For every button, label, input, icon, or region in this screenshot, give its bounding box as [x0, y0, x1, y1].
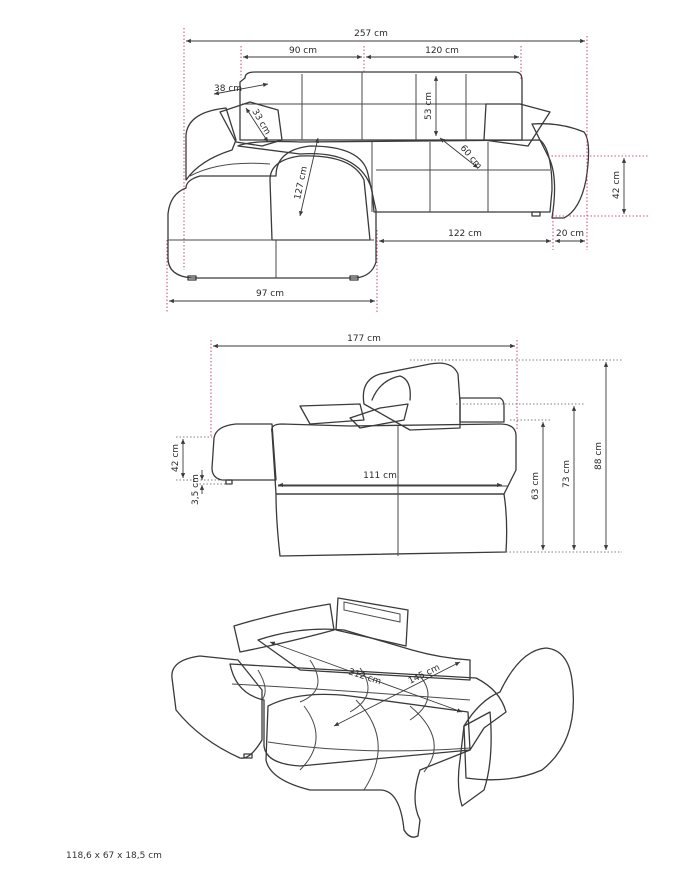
package-size-caption: 118,6 x 67 x 18,5 cm: [66, 851, 162, 861]
top-view: [167, 28, 648, 312]
armrest-depth-label: 38 cm: [214, 84, 243, 94]
width-left-label: 90 cm: [288, 46, 318, 56]
base-width-label: 122 cm: [448, 229, 482, 239]
seat-height-label: 42 cm: [171, 443, 181, 472]
bed-width-label: 145 cm: [406, 662, 442, 687]
bed-length-label: 212 cm: [347, 667, 383, 688]
leg-height-side-label: 3,5 cm: [191, 474, 201, 505]
total-height-label: 88 cm: [594, 441, 604, 470]
pillow-diag-label: 60 cm: [457, 143, 484, 172]
chaise-width-label: 97 cm: [255, 289, 285, 299]
leg-height-label: 42 cm: [612, 170, 622, 199]
width-right-label: 120 cm: [425, 46, 459, 56]
side-view: [171, 334, 622, 556]
arm-height-label: 63 cm: [531, 471, 541, 500]
back-height-side-label: 73 cm: [562, 459, 572, 488]
arm-width-label: 20 cm: [555, 229, 585, 239]
back-height-label: 53 cm: [424, 91, 434, 120]
seat-depth-side-label: 111 cm: [363, 471, 397, 481]
depth-total-label: 177 cm: [347, 334, 381, 344]
pillow-height-label: 33 cm: [249, 107, 273, 137]
seat-depth-label: 127 cm: [293, 165, 310, 201]
bed-view: [172, 598, 574, 837]
width-total-label: 257 cm: [354, 29, 388, 39]
